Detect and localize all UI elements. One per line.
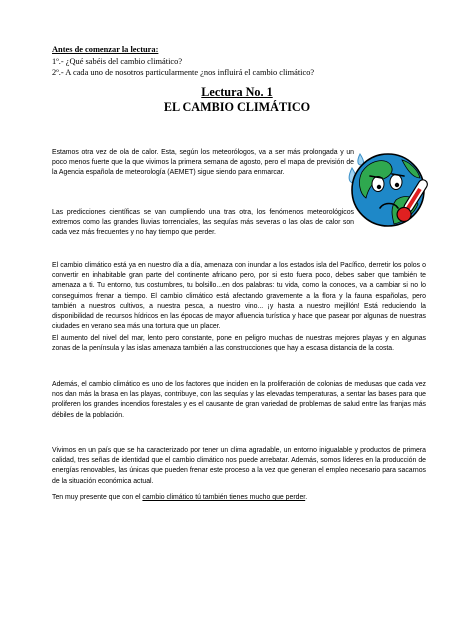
paragraph-6: Vivimos en un país que se ha caracterizado por tener un clima agradable, un entorno inigualable y productos de primera calidad, tres señas de identidad que el cambio climático nos puede arrebatar. Además, somos líderes en la producción de energías renovables, las únicas que pueden frenar este proceso a la vez que generan el empleo necesario para sacarnos de la situación económica actual. (52, 447, 426, 485)
paragraph-5: Además, el cambio climático es uno de los factores que inciden en la proliferación de colonias de medusas que cada vez nos dan más la brasa en las playas, contribuye, con las sequías y las elevadas temperaturas, a sentar las bases para que proliferen los grandes incendios forestales y es el causante de gran variedad de problemas de salud entre las franjas más débiles de la población. (52, 381, 426, 419)
pre-reading-heading: Antes de comenzar la lectura: (52, 45, 159, 54)
closing-lead: Ten muy presente que con el (52, 494, 143, 501)
paragraph-2: Las predicciones científicas se van cumpliendo una tras otra, los fenómenos meteorológicos extremos como las grandes lluvias torrenciales, las sequías más severas o las olas de calor son cada vez más frecuentes y no hay tiempo que perder. (52, 209, 354, 237)
closing-sentence (52, 493, 426, 503)
sweating-earth-thermometer-icon (344, 138, 436, 234)
closing-underlined: cambio climático tú también tienes mucho que perder (142, 494, 306, 501)
lectura-number: Lectura No. 1 (201, 85, 273, 99)
pre-reading-question-2: 2º.- A cada uno de nosotros particularmente ¿nos influirá el cambio climático? (52, 68, 315, 77)
paragraph-3: El cambio climático está ya en nuestro día a día, amenaza con inundar a los estados isla del Pacífico, derretir los polos o convertir en inhabitable gran parte del continente africano pero, por si esto fuera poco, debes saber que también te amenaza a ti. Tu entorno, tus costumbres, tu bolsillo...en dos palabras: tu vida, como la conoces, va a cambiar si no lo conseguimos frenar a tiempo. El cambio climático está afectando gravemente a la flora y la fauna españolas, pero también a nuestros cultivos, a nuestra pesca, a nuestro vino... ¡y hasta a nuestro mejillón! Está reduciendo la disponibilidad de recursos hídricos en las épocas de mayor afluencia turística y hace que pasear por algunas de nuestras ciudades en verano sea más una tortura que un placer. (52, 262, 426, 331)
page-title: EL CAMBIO CLIMÁTICO (163, 100, 311, 114)
paragraph-4: El aumento del nivel del mar, lento pero constante, pone en peligro muchas de nuestras mejores playas y en algunas zonas de la península y las islas amenaza también a las construcciones que hay a escasa distancia de la costa. (52, 335, 426, 353)
closing-end: . (305, 494, 308, 501)
pre-reading-questions (52, 44, 412, 79)
paragraph-1: Estamos otra vez de ola de calor. Esta, según los meteorólogos, va a ser más prolongada y un poco menos fuerte que la que vivimos la primera semana de agosto, pero el mapa de previsión de la Agencia española de meteorología (AEMET) sigue siendo para enmarcar. (52, 149, 354, 177)
pre-reading-question-1: 1º.- ¿Qué sabéis del cambio climático? (52, 56, 183, 66)
